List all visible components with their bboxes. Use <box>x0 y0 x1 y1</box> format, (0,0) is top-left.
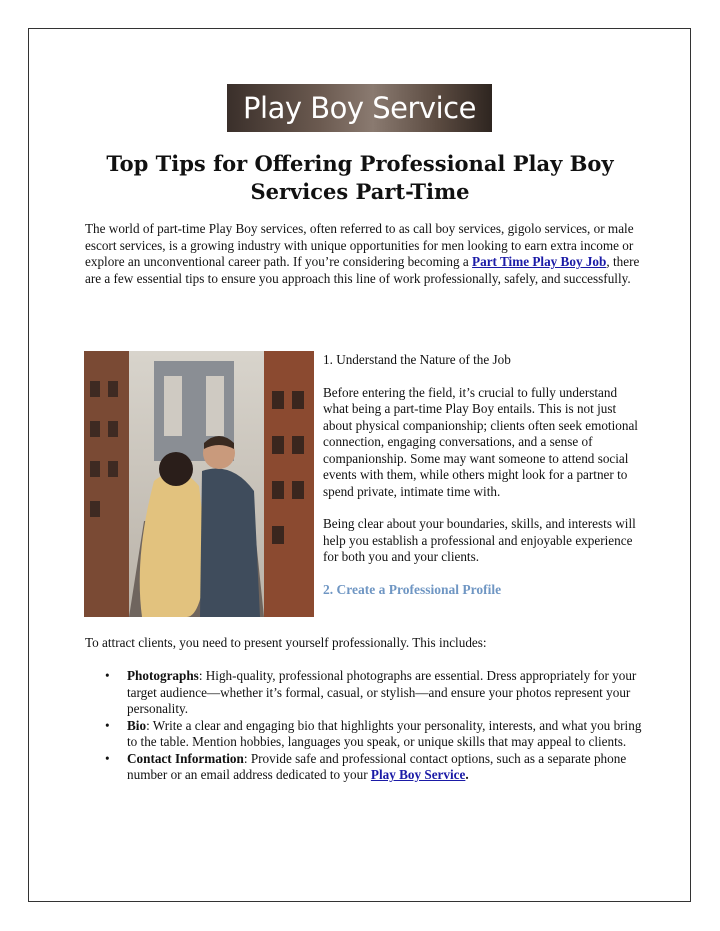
section-1-heading: 1. Understand the Nature of the Job <box>323 352 511 367</box>
logo-text: Play Boy Service <box>243 91 476 125</box>
bullet-label: Photographs <box>127 668 199 683</box>
list-item <box>105 668 645 718</box>
logo-banner <box>227 84 492 132</box>
bullet-text: : Provide safe and professional contact options, such as a separate phone number or an email address dedicated to your <box>127 750 627 782</box>
bullet-text: : High-quality, professional photographs are essential. Dress appropriately for your target audience—whether it’s formal, casual, or stylish—and ensure your photos represent your personality. <box>127 668 637 716</box>
section-2-heading: 2. Create a Professional Profile <box>323 581 502 597</box>
part-time-job-link[interactable]: Part Time Play Boy Job <box>472 254 607 269</box>
bullet-label: Contact Information <box>127 750 244 766</box>
section-1-paragraph-2: Being clear about your boundaries, skills, and interests will help you establish a professional and enjoyable experience for both you and your clients. <box>323 516 636 564</box>
intro-paragraph <box>85 221 640 287</box>
bullet-dot: • <box>105 668 110 683</box>
bullet-dot: • <box>105 717 110 733</box>
bullet-text: : Write a clear and engaging bio that highlights your personality, interests, and what you bring to the table. Mention hobbies, languages you speak, or unique skills that may appeal to clients. <box>127 717 642 749</box>
page-title: Top Tips for Offering Professional Play Boy Services Part-Time <box>106 151 614 204</box>
section-1 <box>323 352 641 614</box>
list-item <box>105 718 645 751</box>
bullet-label: Bio <box>127 717 147 733</box>
bullet-dot: • <box>105 750 110 766</box>
couple-photo <box>84 351 314 617</box>
profile-tips-list <box>105 668 645 784</box>
list-item <box>105 751 645 784</box>
intro-text-before: The world of part-time Play Boy services, often referred to as call boy services, gigolo services, or male escort services, is a growing industry with unique opportunities for men looking to earn extra income or explore an unconventional career path. If you’re considering becoming a <box>85 221 634 269</box>
section-2-intro: To attract clients, you need to present yourself professionally. This includes: <box>85 635 487 650</box>
section-1-paragraph-1: Before entering the field, it’s crucial to fully understand what being a part-time Play Boy entails. This is not just about physical companionship; clients often seek emotional connection, engaging conversations, and a sense of companionship. Some may want someone to attend social events with them, while others might look for a partner to spend private, intimate time with. <box>323 384 638 499</box>
intro-text-after: , there are a few essential tips to ensure you approach this line of work professionally, safely, and successfully. <box>85 254 640 286</box>
bullet-end: . <box>465 767 469 782</box>
play-boy-service-link[interactable]: Play Boy Service <box>370 767 466 782</box>
